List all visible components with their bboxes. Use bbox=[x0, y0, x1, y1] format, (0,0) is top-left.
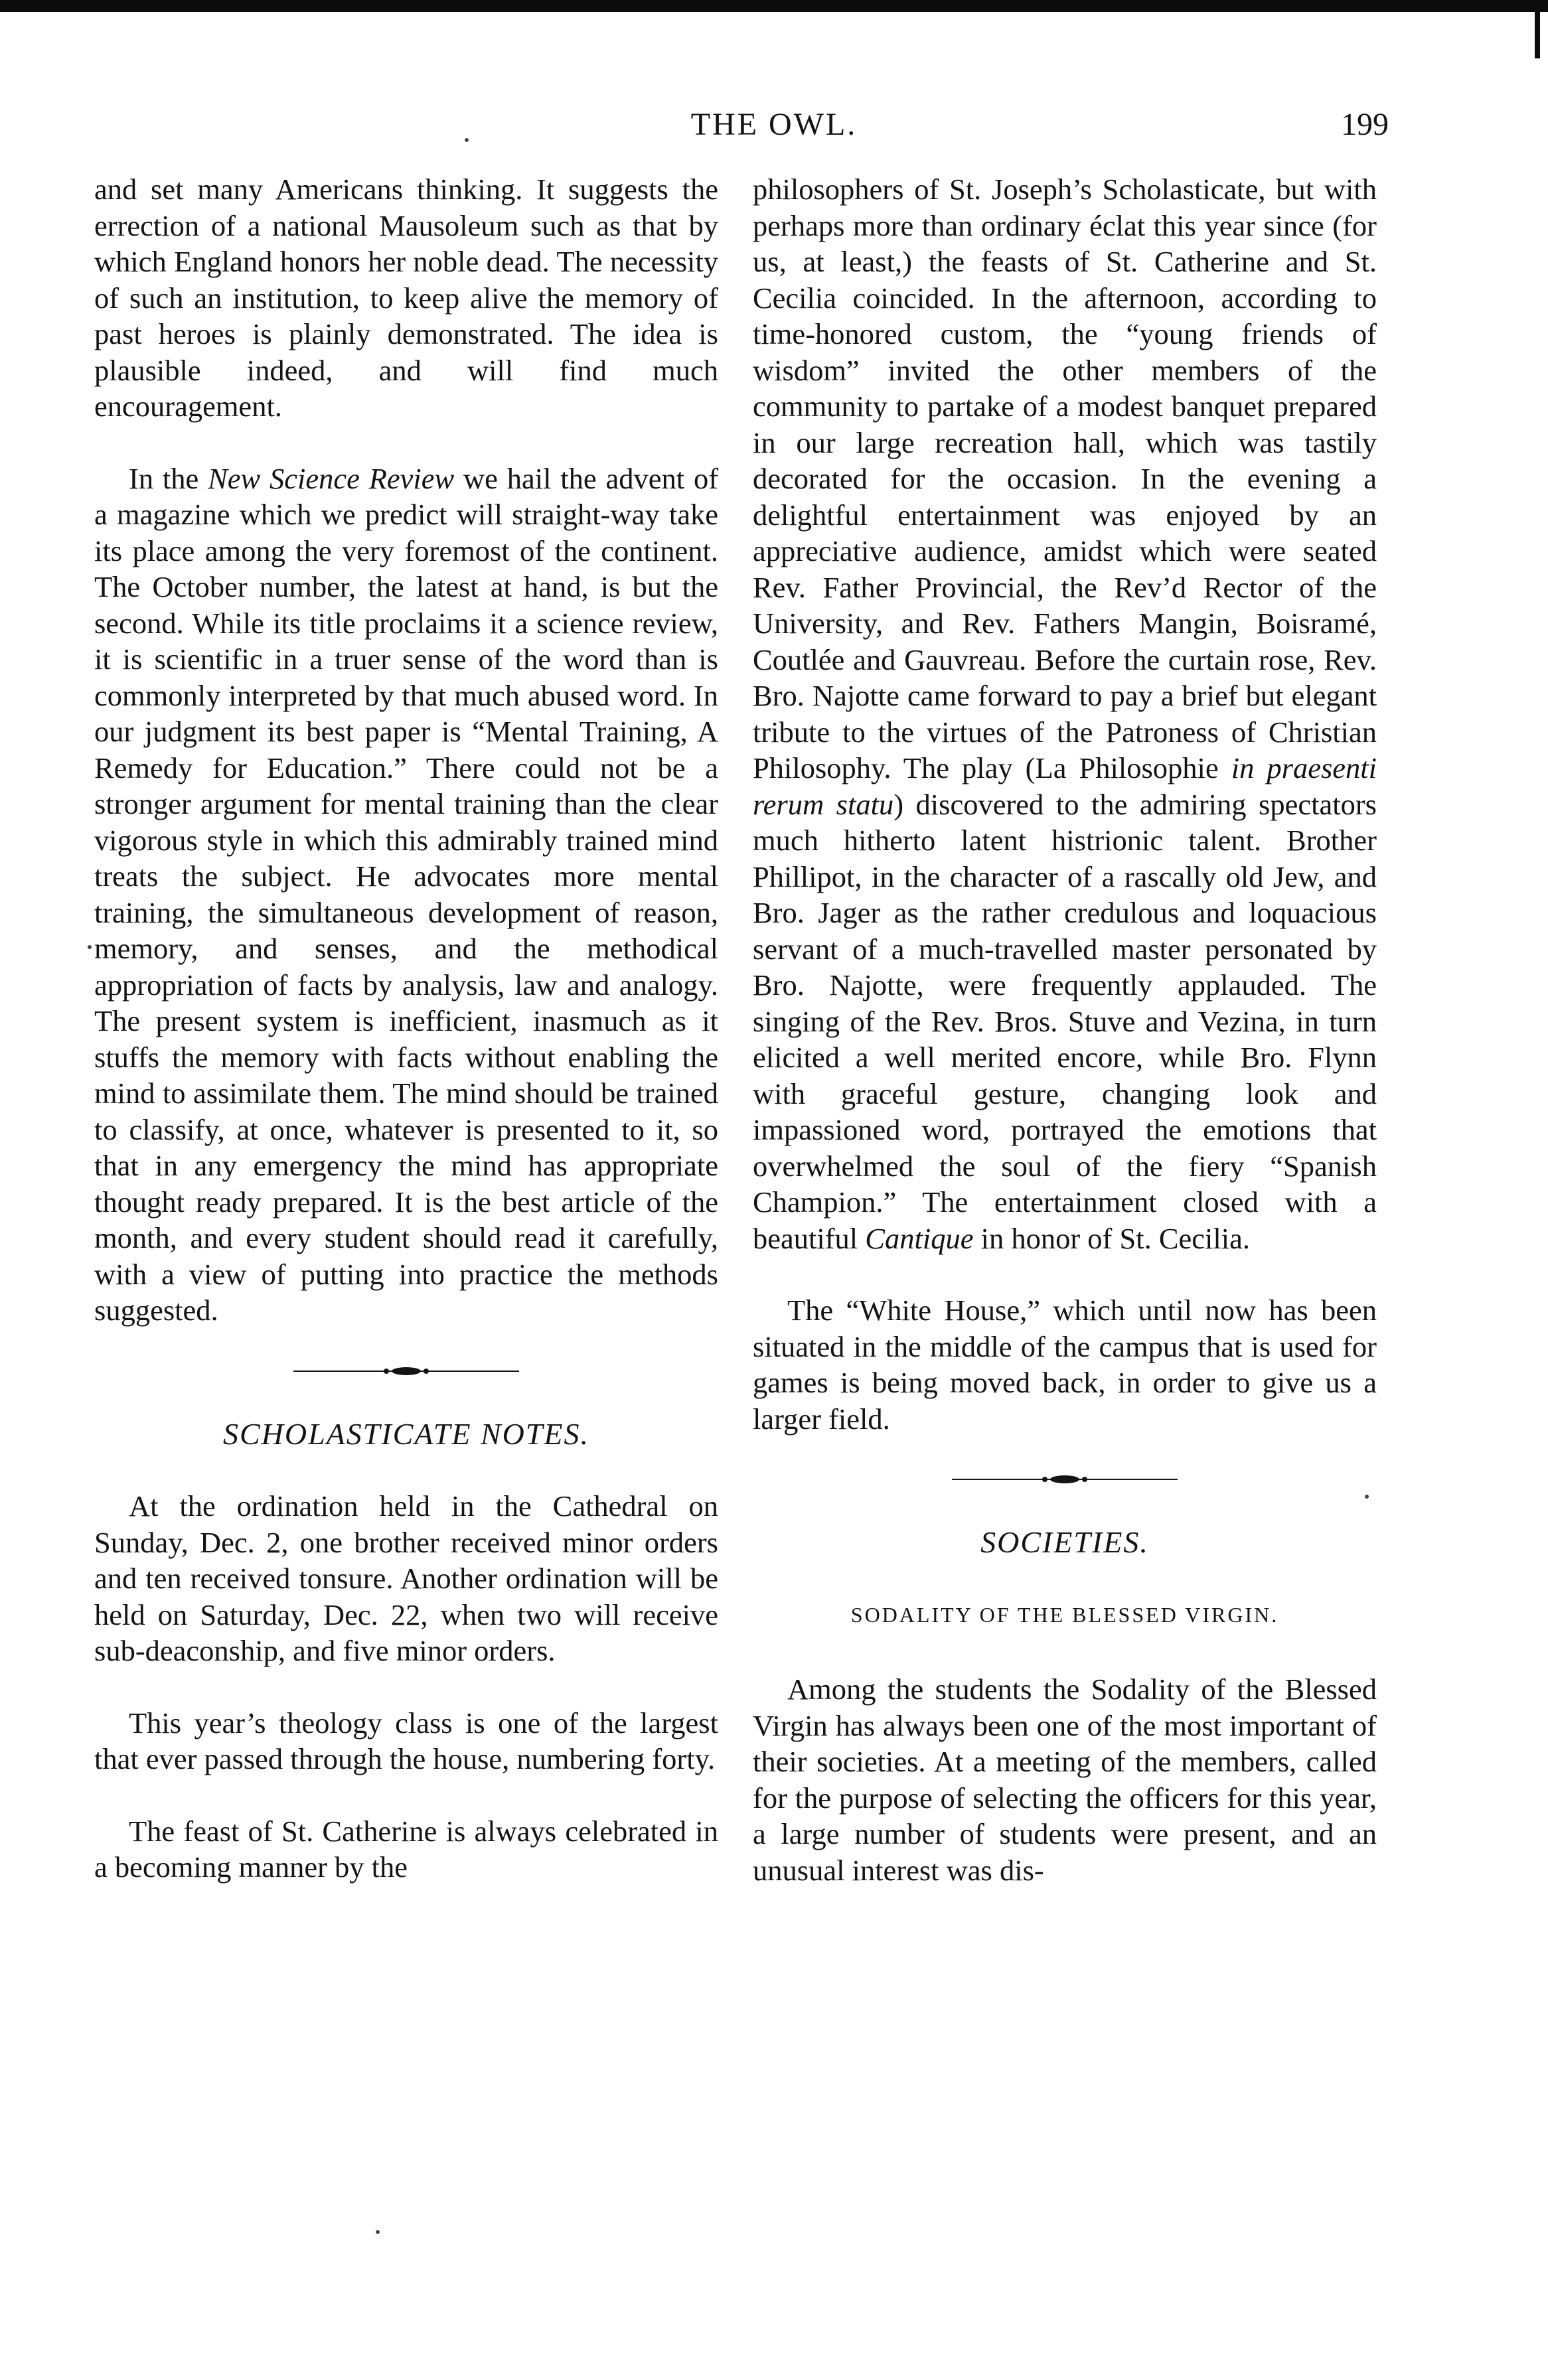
text-run: ) discovered to the admiring spectators much hitherto latent histrionic talent. Brother Phillipot, in the character of a rascally old Jew, and Bro. Jager as the rather credulous and loquacious servant of a much-travelled master personated by Bro. Najotte, were frequently applauded. The singing of the Rev. Bros. Stuve and Vezina, in turn elicited a well merited encore, while Bro. Flynn with graceful gesture, changing look and impassioned word, portrayed the emotions that overwhelmed the soul of the fiery “Spanish Champion.” The entertainment closed with a beautiful bbox=[753, 787, 1377, 1255]
left-column bbox=[94, 171, 718, 1886]
play-title: in praesenti rerum statu bbox=[753, 751, 1377, 821]
paragraph-theology-class: This year’s theology class is one of the largest that ever passed through the house, numbering forty. bbox=[94, 1706, 718, 1775]
paragraph-new-science-review bbox=[94, 461, 718, 1329]
cantique-title: Cantique bbox=[865, 1221, 974, 1255]
text-run: in honor of St. Cecilia. bbox=[973, 1221, 1250, 1255]
page-number: 199 bbox=[1341, 107, 1389, 142]
subsection-heading-sodality: SODALITY OF THE BLESSED VIRGIN. bbox=[850, 1602, 1279, 1627]
paragraph-feast-st-catherine: The feast of St. Catherine is always celebrated in a becoming manner by the bbox=[94, 1814, 718, 1884]
paragraph-ordination: At the ordination held in the Cathedral on Sunday, Dec. 2, one brother received minor orders and ten received tonsure. Another ordination will be held on Saturday, Dec. 22, when two will receive sub-deaconship, and five minor orders. bbox=[94, 1489, 718, 1667]
text-run: In the bbox=[129, 461, 208, 495]
page-header bbox=[0, 106, 1548, 153]
print-speck bbox=[88, 945, 92, 949]
print-speck bbox=[1365, 1495, 1369, 1499]
paragraph-mausoleum: and set many Americans thinking. It suggests the errection of a national Mausoleum such as that by which England honors her noble dead. The necessity of such an institution, to keep alive the memory of past heroes is plainly demonstrated. The idea is plausible indeed, and will find much encouragement. bbox=[94, 173, 718, 423]
running-title: THE OWL. bbox=[690, 107, 858, 142]
section-heading-societies: SOCIETIES. bbox=[980, 1525, 1149, 1559]
text-run: philosophers of St. Joseph’s Scholasticate, but with perhaps more than ordinary éclat this year since (for us, at least,) the feasts of St. Catherine and St. Cecilia coincided. In the afternoon, according to time-honored custom, the “young friends of wisdom” invited the other members of the community to partake of a modest banquet prepared in our large recreation hall, which was tastily decorated for the occasion. In the evening a delightful entertainment was enjoyed by an appreciative audience, amidst which were seated Rev. Father Provincial, the Rev’d Rector of the University, and Rev. Fathers Mangin, Boisramé, Coutlée and Gauvreau. Before the curtain rose, Rev. Bro. Najotte came forward to pay a brief but elegant tribute to the virtues of the Patroness of Christian Philosophy. The play (La Philosophie bbox=[753, 173, 1377, 784]
right-edge-mark bbox=[1535, 12, 1540, 58]
ornament-divider-icon bbox=[293, 1365, 519, 1378]
top-border-rule bbox=[0, 0, 1548, 12]
section-heading-scholasticate-notes: SCHOLASTICATE NOTES. bbox=[222, 1416, 590, 1451]
ornament-divider-icon bbox=[952, 1473, 1178, 1486]
magazine-title: New Science Review bbox=[208, 461, 455, 495]
paragraph-sodality: Among the students the Sodality of the Blessed Virgin has always been one of the most important of their societies. At a meeting of the members, called for the purpose of selecting the officers for this year, a large number of students were present, and an unusual interest was dis- bbox=[753, 1673, 1377, 1887]
right-column bbox=[753, 171, 1377, 1888]
print-speck bbox=[376, 2230, 380, 2234]
paragraph-feasts-celebration bbox=[753, 171, 1377, 1256]
text-run: we hail the advent of a magazine which we predict will straight-way take its place among the very foremost of the continent. The October number, the latest at hand, is but the second. While its title proclaims it a science review, it is scientific in a truer sense of the word than is commonly interpreted by that much abused word. In our judgment its best paper is “Mental Training, A Remedy for Education.” There could not be a stronger argument for mental training than the clear vigorous style in which this admirably trained mind treats the subject. He advocates more mental training, the simultaneous development of reason, memory, and senses, and the methodical appropriation of facts by analysis, law and analogy. The present system is inefficient, inasmuch as it stuffs the memory with facts without enabling the mind to assimilate them. The mind should be trained to classify, at once, whatever is presented to it, so that in any emergency the mind has appropriate thought ready prepared. It is the best article of the month, and every student should read it carefully, with a view of putting into practice the methods suggested. bbox=[94, 461, 719, 1327]
paragraph-white-house: The “White House,” which until now has been situated in the middle of the campus that is used for games is being moved back, in order to give us a larger field. bbox=[753, 1294, 1377, 1436]
print-speck bbox=[465, 138, 469, 142]
